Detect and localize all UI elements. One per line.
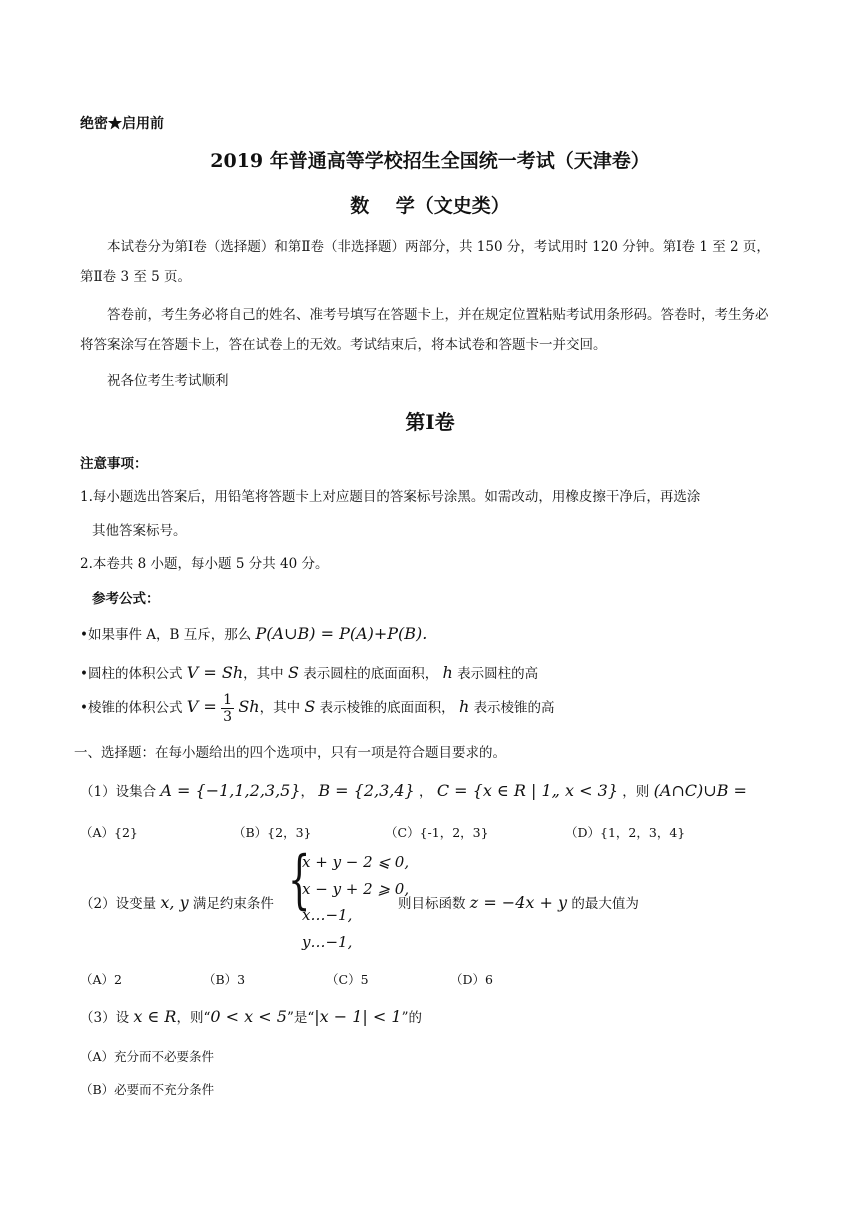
q1-set-b: B = {2,3,4} [318,781,415,800]
formula-3-text: •棱锥的体积公式 [80,700,183,716]
confidential-label: 绝密★启用前 [80,116,164,132]
q2-option-d: （D）6 [450,972,493,987]
formula-3-v: V = [186,697,217,716]
q3-condition-1: 0 < x < 5 [210,1007,287,1026]
q1-option-b: （B）{2，3} [233,825,312,840]
q2-option-c: （C）5 [326,972,369,987]
q2-prefix: （2）设变量 [80,896,157,912]
q2-objective: z = −4x + y [469,893,568,912]
notice-item-1-cont: 其他答案标号。 [92,523,187,539]
q3-prefix: （3）设 [80,1010,130,1026]
q1-sep-3: ，则 [622,784,650,800]
q3-mid-1: ，则“ [176,1010,211,1026]
q1-prefix: （1）设集合 [80,784,157,800]
formula-1 [80,623,427,643]
part-title: 第Ⅰ卷 [405,410,455,434]
formula-1-math: P(A∪B) = P(A)+P(B). [255,624,428,643]
q3-mid-2: ”是“ [286,1010,315,1026]
formula-3-text-c: 表示棱锥的底面面积， [319,700,455,716]
q3-domain: x ∈ R [133,1007,177,1026]
q2-objective-label: 则目标函数 [398,896,466,912]
notice-item-1: 1.每小题选出答案后，用铅笔将答题卡上对应题目的答案标号涂黑。如需改动，用橡皮擦干净后，再选涂 [80,489,701,505]
q1-option-c: （C）{-1，2，3} [385,825,489,840]
question-1 [80,780,747,800]
formula-1-text: •如果事件 A，B 互斥，那么 [80,627,252,643]
q2-option-a: （A）2 [80,972,122,987]
question-3 [80,1006,422,1026]
q2-constraint-3: x…−1, [302,906,353,924]
formula-2-h: h [442,663,453,682]
fraction-numerator: 1 [223,692,233,708]
q2-end: 的最大值为 [571,896,639,912]
formula-heading: 参考公式： [92,591,160,607]
formula-3-h: h [458,697,470,716]
notice-heading: 注意事项： [80,456,148,472]
formula-3-s: S [304,697,316,716]
intro-paragraph-1: 本试卷分为第Ⅰ卷（选择题）和第Ⅱ卷（非选择题）两部分，共 150 分，考试用时 120 分钟。第Ⅰ卷 1 至 2 页，第Ⅱ卷 3 至 5 页。 [80,239,770,285]
q3-option-b: （B）必要而不充分条件 [80,1082,215,1097]
question-2-prefix [80,892,274,912]
section-heading: 一、选择题：在每小题给出的四个选项中，只有一项是符合题目要求的。 [74,745,506,761]
q2-option-b: （B）3 [203,972,246,987]
formula-3-sh: Sh [238,697,260,716]
q2-constraint-2: x − y + 2 ⩾ 0, [302,880,410,898]
formula-2-text: •圆柱的体积公式 [80,666,183,682]
formula-2-math: V = Sh [186,663,244,682]
intro-paragraph-3: 祝各位考生考试顺利 [107,373,229,389]
formula-3-fraction [221,692,234,725]
q3-end: ”的 [401,1010,422,1026]
formula-3-text-b: ，其中 [259,700,301,716]
subject-title: 数 学（文史类） [350,195,510,217]
q3-option-a: （A）充分而不必要条件 [80,1049,215,1064]
intro-paragraph-2: 答卷前，考生务必将自己的姓名、准考号填写在答题卡上，并在规定位置粘贴考试用条形码。答卷时，考生务必将答案涂写在答题卡上，答在试卷上的无效。考试结束后，将本试卷和答题卡一并交回。 [80,307,769,353]
q2-constraint-4: y…−1, [302,933,353,951]
q1-option-d: （D）{1，2，3，4} [565,825,686,840]
formula-3-text-d: 表示棱锥的高 [473,700,555,716]
q2-constraint-1: x + y − 2 ⩽ 0, [302,853,410,871]
formula-2-text-d: 表示圆柱的高 [457,666,539,682]
q1-sep-1: ， [300,784,315,800]
exam-title: 2019 年普通高等学校招生全国统一考试（天津卷） [210,150,650,172]
formula-3 [80,692,555,725]
formula-2-text-c: 表示圆柱的底面面积， [303,666,439,682]
formula-2-text-b: ，其中 [243,666,284,682]
q3-condition-2: |x − 1| < 1 [314,1007,402,1026]
notice-item-2: 2.本卷共 8 小题，每小题 5 分共 40 分。 [80,556,329,572]
q1-option-a: （A）{2} [80,825,138,840]
q1-set-a: A = {−1,1,2,3,5} [160,781,301,800]
q2-brace: { [288,843,311,917]
question-2-suffix [398,892,639,912]
formula-2-s: S [287,663,299,682]
q2-constraint-label: 满足约束条件 [192,896,274,912]
q1-set-c: C = {x ∈ R | 1„ x < 3} [436,781,618,800]
fraction-denominator: 3 [223,709,233,725]
q1-sep-2: ， [419,784,433,800]
q2-vars: x, y [160,893,189,912]
formula-2 [80,662,538,682]
q1-expression: (A∩C)∪B = [653,781,747,800]
